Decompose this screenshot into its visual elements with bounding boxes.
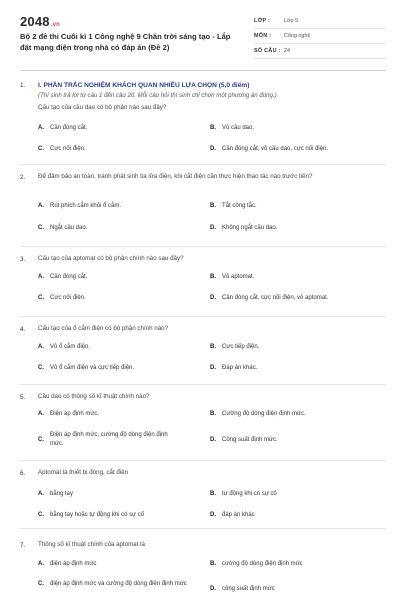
meta-row-count [254,44,386,59]
option-letter: C. [38,581,44,587]
option-letter: C. [38,146,44,152]
option-letter: D. [210,437,216,443]
option-d[interactable] [210,294,328,303]
meta-key: MÔN : [254,33,272,39]
question-text: Aptomat là thiết bị đóng, cắt điện [38,469,129,476]
question-text: Cấu tạo của aptomat có bộ phận chính nào sau đây? [38,255,184,262]
meta-key: SỐ CÂU : [254,48,281,54]
option-b[interactable] [210,124,254,133]
option-letter: D. [210,512,216,518]
question-5 [20,390,386,462]
question-list [20,78,386,592]
option-b[interactable] [210,410,306,419]
question-number: 2. [20,174,26,181]
meta-key: LỚP : [254,18,271,24]
option-letter: B. [210,274,216,280]
option-d[interactable] [210,511,255,520]
question-text: Thông số kĩ thuật chính của aptomat là [38,541,145,548]
question-number: 6. [20,470,26,477]
option-letter: B. [210,491,216,497]
option-text: Công suất định mức. [222,437,278,443]
option-text: Cực nối điện. [50,146,86,152]
option-letter: C. [38,225,44,231]
option-text: Cực nối điện. [50,295,86,301]
option-letter: C. [38,436,44,443]
option-letter: D. [210,146,216,152]
option-letter: A. [38,125,44,131]
option-letter: C. [38,512,44,518]
option-text: bằng tay [50,491,74,497]
question-number: 3. [20,256,26,263]
page-header [20,14,386,58]
option-letter: A. [38,561,44,567]
option-c[interactable] [38,431,180,449]
option-text: tự động khi có sự cố [222,491,277,497]
option-text: Cần đóng cắt, cực nối điện, vỏ aptomat. [222,295,329,301]
option-text: Tắt công tắc. [222,203,257,209]
question-2 [20,170,386,240]
option-text: điện áp định mức [50,561,97,567]
option-a[interactable] [38,343,90,352]
option-letter: A. [38,491,44,497]
option-letter: D. [210,365,216,371]
question-text: Để đảm bảo an toàn, tránh phát sinh tia lửa điện, khi cắt điện cần thực hiện thao tác nào trước tiên? [38,173,313,180]
option-c[interactable] [38,224,87,233]
section-title: I. PHẦN TRẮC NGHIỆM KHÁCH QUAN NHIỀU LỰA CHỌN (5,0 điểm) [38,82,250,89]
question-1 [20,78,386,160]
option-letter: A. [38,274,44,280]
option-letter: D. [210,586,216,592]
meta-row-class [254,14,386,29]
option-text: Vỏ aptomat. [222,274,255,280]
option-d[interactable] [210,585,275,594]
question-4 [20,322,386,382]
question-number: 7. [20,542,26,549]
question-6 [20,466,386,526]
meta-value: Lớp 9 [284,18,299,24]
option-letter: D. [210,295,216,301]
option-text: Vỏ ổ cắm điện và cực tiếp điện. [50,365,135,371]
option-b[interactable] [210,560,303,569]
question-text: Cấu tạo của cầu dao có bộ phận nào sau đây? [38,104,167,111]
option-a[interactable] [38,202,121,211]
question-3 [20,252,386,312]
option-b[interactable] [210,273,254,282]
option-text: Ngắt cầu dao. [50,225,88,231]
section-note: (Thí sinh trả lời từ câu 1 đến câu 20. Mỗi câu hỏi thí sinh chỉ chọn một phương án đúng.) [38,92,277,99]
question-number: 1. [20,82,26,89]
option-a[interactable] [38,410,99,419]
option-text: Cần đóng cắt. [50,274,88,280]
option-b[interactable] [210,490,277,499]
option-text: điện áp định mức và cường độ dòng điện định mức [50,581,187,587]
option-letter: B. [210,561,216,567]
option-a[interactable] [38,490,73,499]
option-a[interactable] [38,560,96,569]
question-divider [20,246,386,247]
option-text: Điện áp định mức, cường độ dòng điện định mức. [50,432,168,447]
option-letter: B. [210,125,216,131]
option-letter: B. [210,203,216,209]
option-text: Vỏ ổ cắm điện. [50,344,91,350]
option-text: Cực tiếp điện. [222,344,260,350]
option-text: Vỏ cầu dao. [222,125,255,131]
option-text: Đáp án khác. [222,365,258,371]
question-divider [20,316,386,317]
question-number: 4. [20,326,26,333]
question-divider [20,384,386,385]
option-letter: C. [38,365,44,371]
option-d[interactable] [210,224,277,233]
meta-value: 24 [284,48,290,54]
option-text: Cường độ dòng điện định mức. [222,411,306,417]
question-number: 5. [20,394,26,401]
option-text: Cần đóng cắt. [50,125,88,131]
option-letter: A. [38,203,44,209]
option-text: Cần đóng cắt, vỏ cầu dao, cực nối điện. [222,146,329,152]
option-d[interactable] [210,436,278,445]
option-a[interactable] [38,273,87,282]
meta-row-subject [254,29,386,44]
option-b[interactable] [210,202,257,211]
option-text: đáp án khác [222,512,255,518]
option-d[interactable] [210,364,257,373]
logo-suffix: .vn [50,22,61,28]
option-letter: D. [210,225,216,231]
option-text: Rút phích cắm khỏi ổ cắm. [50,203,122,209]
option-a[interactable] [38,124,87,133]
option-c[interactable] [38,364,134,373]
option-b[interactable] [210,343,259,352]
option-letter: B. [210,411,216,417]
option-text: Không ngắt cầu dao. [222,225,278,231]
option-letter: A. [38,411,44,417]
option-text: cường độ dòng điện định mức [222,561,303,567]
option-letter: B. [210,344,216,350]
option-c[interactable] [38,580,190,589]
option-c[interactable] [38,145,86,154]
option-text: bằng tay hoặc tự động khi có sự cố [50,512,145,518]
question-text: Cấu tạo của ổ cắm điện có bộ phận chính nào? [38,325,169,332]
site-logo[interactable] [20,14,60,29]
page-title: Bộ 2 đề thi Cuối kì 1 Công nghệ 9 Chân trời sáng tạo - Lắp đặt mạng điện trong nhà có đáp án (Đề 2) [20,32,231,52]
option-text: công suất định mức [222,586,275,592]
question-text: Cầu dao có thông số kĩ thuật chính nào? [38,393,150,400]
option-letter: A. [38,344,44,350]
question-divider [20,460,386,461]
meta-value: Công nghệ [284,33,311,39]
question-divider [20,164,386,165]
option-letter: C. [38,295,44,301]
option-c[interactable] [38,511,144,520]
header-divider [20,70,386,71]
option-c[interactable] [38,294,86,303]
question-7 [20,538,386,600]
option-d[interactable] [210,145,328,154]
logo-main: 2048 [20,14,50,29]
option-text: Điện áp định mức. [50,411,100,417]
question-divider [20,528,386,529]
exam-meta [254,14,386,59]
